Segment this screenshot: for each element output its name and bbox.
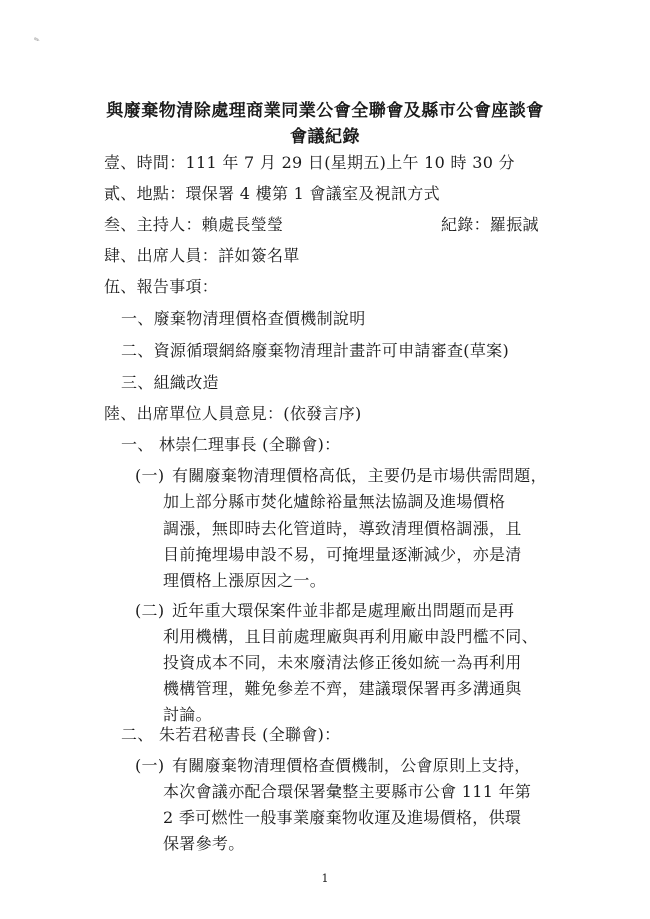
document-title: 與廢棄物清除處理商業同業公會全聯會及縣市公會座談會	[106, 101, 544, 121]
speaker-2-point-1-line-3: 2 季可燃性一般事業廢棄物收運及進場價格，供環	[163, 808, 522, 827]
speaker-2-point-1-line-2: 本次會議亦配合環保署彙整主要縣市公會 111 年第	[163, 782, 532, 801]
speaker-1-point-2-line-4: 機構管理，難免參差不齊，建議環保署再多溝通與	[163, 679, 522, 698]
speaker-2-name: 二、 朱若君秘書長 (全聯會)：	[121, 725, 341, 744]
scan-mark: ✎	[32, 35, 42, 45]
speaker-1-point-1-line-5: 理價格上漲原因之一。	[163, 571, 327, 590]
meeting-time: 壹、時間：111 年 7 月 29 日(星期五)上午 10 時 30 分	[104, 153, 515, 172]
meeting-chair: 叁、主持人：賴處長瑩瑩	[104, 215, 284, 234]
report-item-1: 一、廢棄物清理價格查價機制說明	[121, 309, 366, 328]
meeting-location: 貳、地點：環保署 4 樓第 1 會議室及視訊方式	[104, 184, 440, 203]
opinions-heading: 陸、出席單位人員意見：(依發言序)	[104, 404, 362, 423]
speaker-1-point-1-line-3: 調漲，無即時去化管道時，導致清理價格調漲，且	[163, 519, 522, 538]
page-number: 1	[321, 872, 329, 885]
speaker-1-point-2-label: (二)	[135, 601, 165, 620]
speaker-1-point-2-line-1: 近年重大環保案件並非都是處理廠出問題而是再	[172, 601, 515, 620]
speaker-1-point-2-line-3: 投資成本不同，未來廢清法修正後如統一為再利用	[163, 653, 522, 672]
speaker-2-point-1-line-1: 有關廢棄物清理價格查價機制，公會原則上支持，	[172, 756, 531, 775]
speaker-1-name: 一、 林崇仁理事長 (全聯會)：	[121, 435, 341, 454]
speaker-1-point-2-line-5: 討論。	[163, 705, 212, 724]
report-item-3: 三、組織改造	[121, 373, 219, 392]
speaker-1-point-1-label: (一)	[135, 466, 165, 485]
document-subtitle: 會議紀錄	[290, 127, 360, 147]
meeting-attendees: 肆、出席人員：詳如簽名單	[104, 246, 300, 265]
report-item-2: 二、資源循環網絡廢棄物清理計畫許可申請審查(草案)	[121, 341, 509, 360]
speaker-2-point-1-label: (一)	[135, 756, 165, 775]
report-heading: 伍、報告事項：	[104, 277, 219, 296]
speaker-1-point-1-line-4: 目前掩埋場申設不易，可掩埋量逐漸減少，亦是清	[163, 545, 522, 564]
speaker-1-point-1-line-2: 加上部分縣市焚化爐餘裕量無法協調及進場價格	[163, 492, 506, 511]
meeting-recorder: 紀錄：羅振誠	[441, 215, 539, 234]
speaker-1-point-2-line-2: 利用機構，且目前處理廠與再利用廠申設門檻不同、	[163, 627, 538, 646]
speaker-1-point-1-line-1: 有關廢棄物清理價格高低，主要仍是市場供需問題，	[172, 466, 547, 485]
speaker-2-point-1-line-4: 保署參考。	[163, 834, 245, 853]
